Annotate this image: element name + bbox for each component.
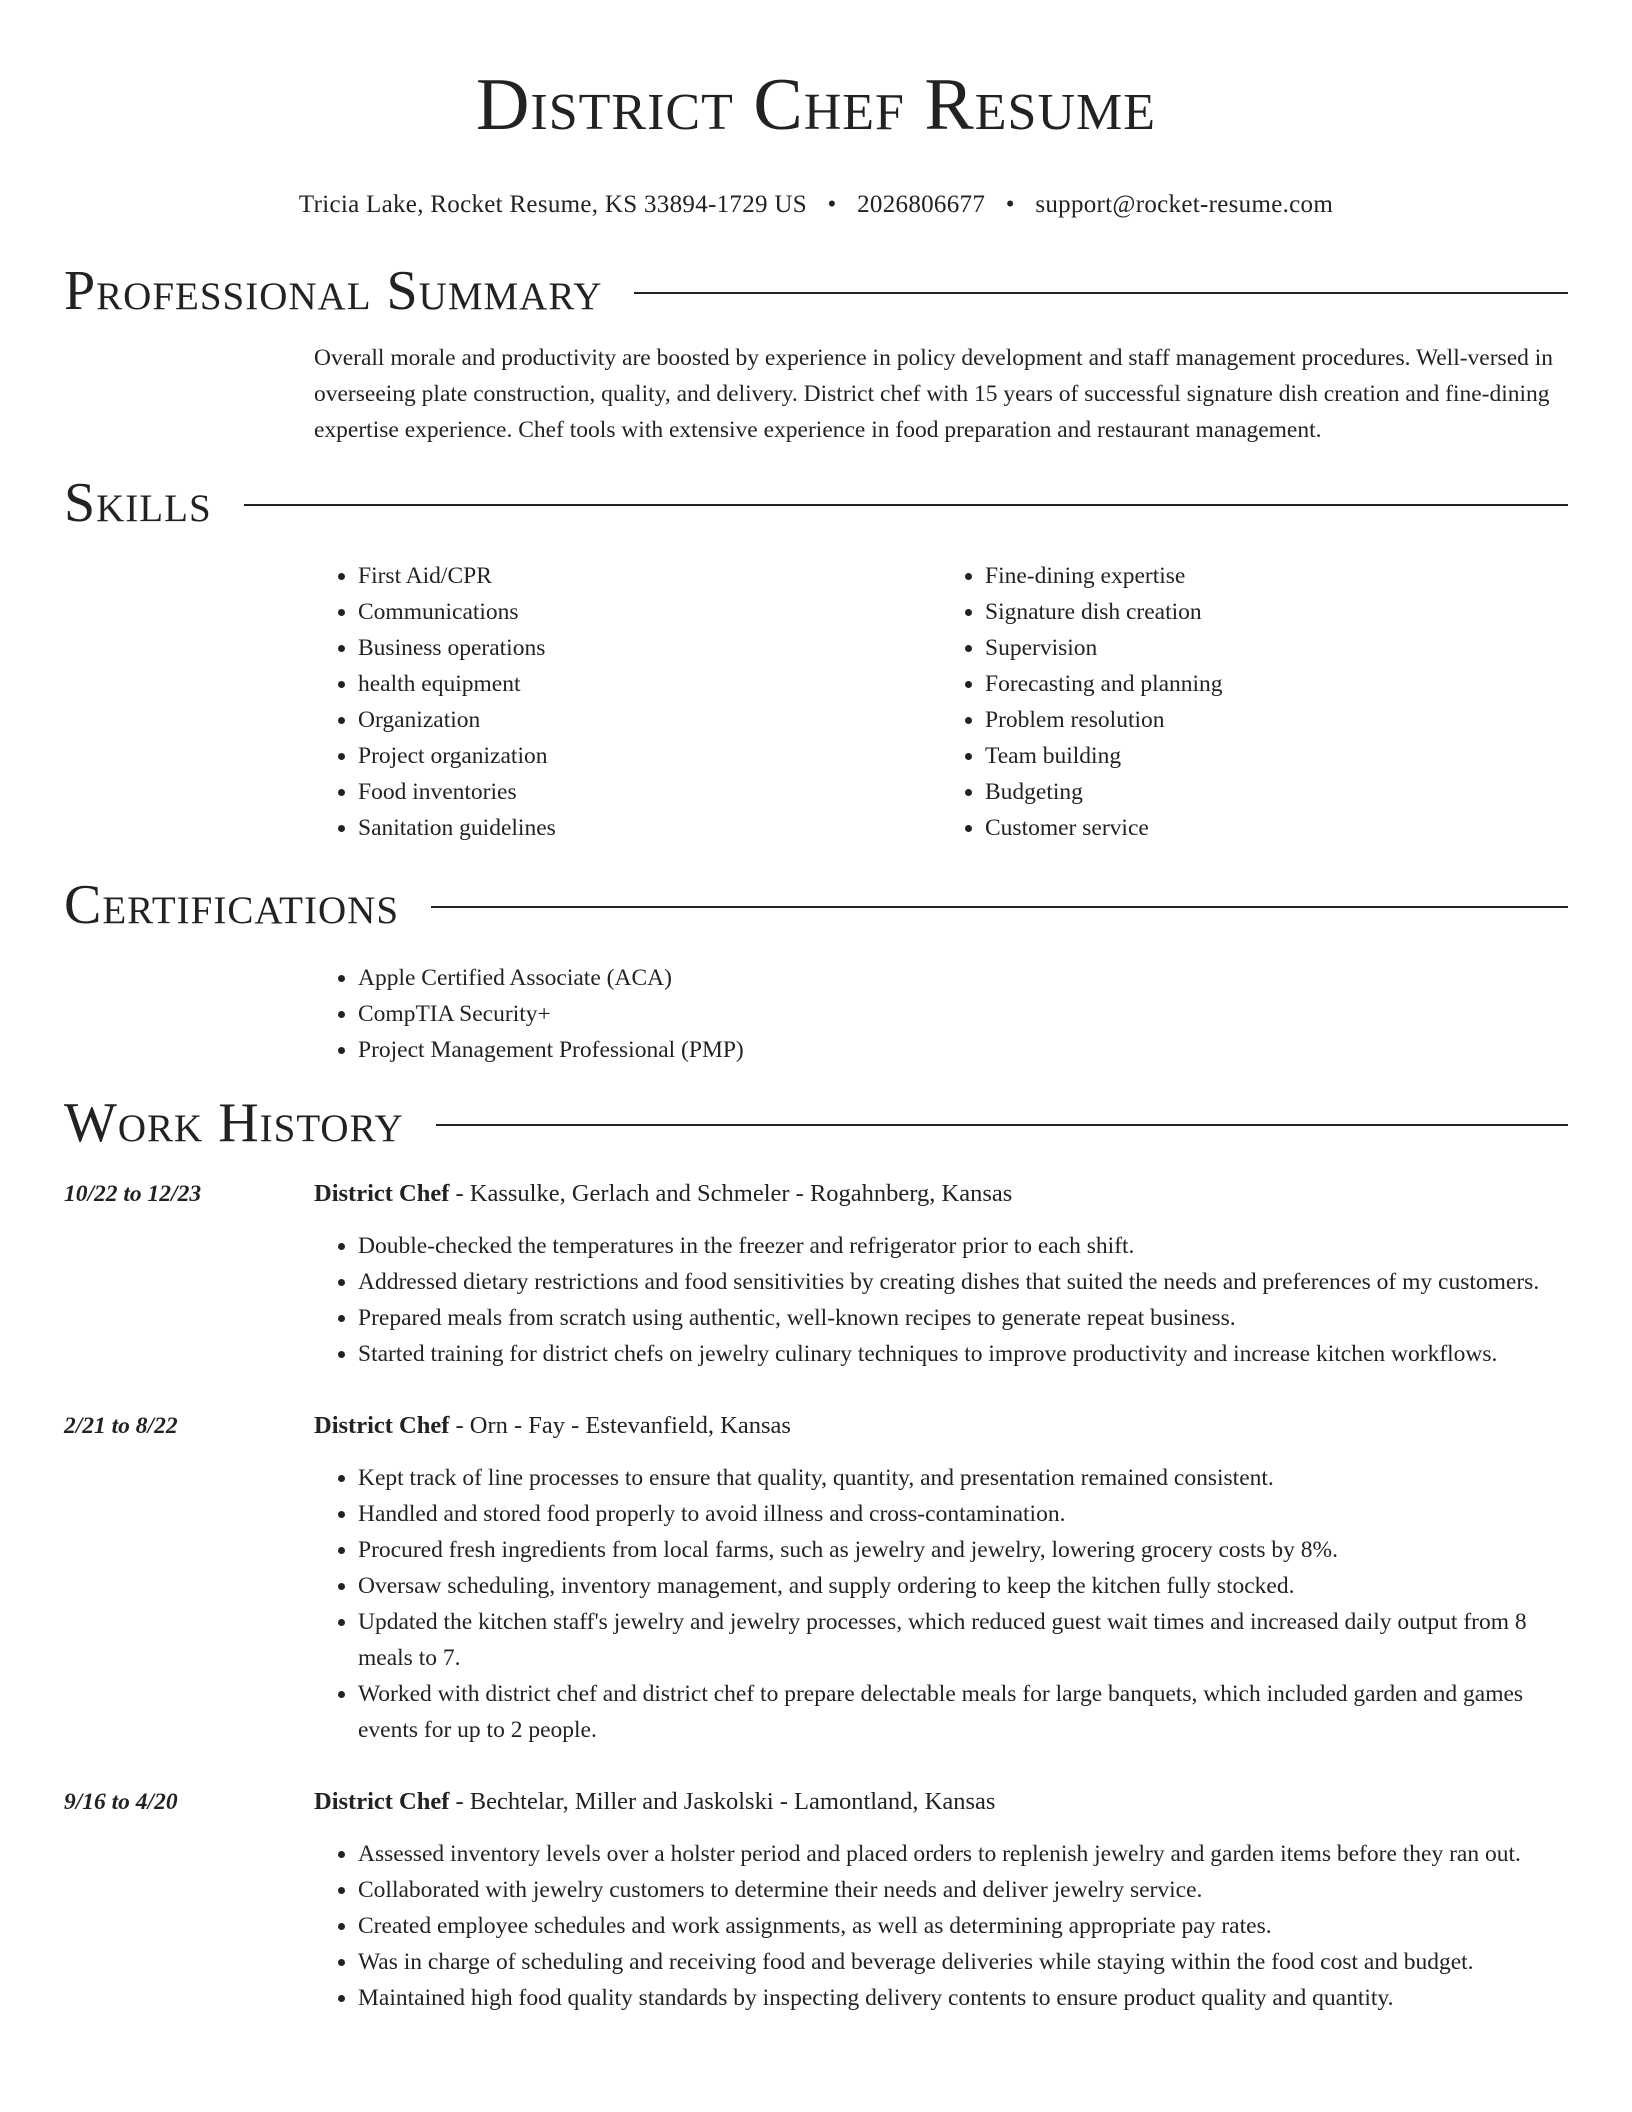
contact-line xyxy=(64,190,1568,220)
skill-item: • Team building xyxy=(985,738,1568,774)
job-bullet: • Oversaw scheduling, inventory management, and supply ordering to keep the kitchen fully stocked. xyxy=(358,1568,1568,1604)
skill-item: • Forecasting and planning xyxy=(985,666,1568,702)
summary-heading: Professional Summary xyxy=(64,260,603,322)
skill-item: • Supervision xyxy=(985,630,1568,666)
skills-list-right xyxy=(941,558,1568,846)
job-bullet: • Worked with district chef and district chef to prepare delectable meals for large banquets, which included garden and games events for up to 2 people. xyxy=(358,1676,1568,1748)
job-title: District Chef xyxy=(314,1180,450,1207)
job-entry xyxy=(64,1176,1568,1372)
job-bullet: • Handled and stored food properly to avoid illness and cross-contamination. xyxy=(358,1496,1568,1532)
skills-list-left xyxy=(314,558,941,846)
skill-item: • Problem resolution xyxy=(985,702,1568,738)
summary-section-header xyxy=(64,260,1568,322)
job-heading xyxy=(314,1176,1568,1212)
job-title: District Chef xyxy=(314,1788,450,1815)
summary-text: Overall morale and productivity are boosted by experience in policy development and staff management procedures. Well-versed in overseeing plate construction, quality, and delivery. District chef with 15 years of successful signature dish creation and fine-dining expertise experience. Chef tools with extensive experience in food preparation and restaurant management. xyxy=(314,345,1554,443)
work-history-heading: Work History xyxy=(64,1092,404,1154)
job-heading xyxy=(314,1784,1568,1820)
job-details xyxy=(314,1176,1568,1372)
skill-item: • Project organization xyxy=(358,738,941,774)
job-heading xyxy=(314,1408,1568,1444)
job-dates: 2/21 to 8/22 xyxy=(64,1413,178,1439)
job-bullet: • Was in charge of scheduling and receiving food and beverage deliveries while staying within the food cost and budget. xyxy=(358,1944,1568,1980)
contact-address: Tricia Lake, Rocket Resume, KS 33894-1729 US xyxy=(298,191,807,218)
job-bullet: • Created employee schedules and work assignments, as well as determining appropriate pay rates. xyxy=(358,1908,1568,1944)
skill-item: • First Aid/CPR xyxy=(358,558,941,594)
section-divider xyxy=(436,1124,1568,1126)
work-history-section-header xyxy=(64,1092,1568,1154)
job-bullet: • Maintained high food quality standards by inspecting delivery contents to ensure product quality and quantity. xyxy=(358,1980,1568,2016)
contact-email[interactable]: support@rocket-resume.com xyxy=(1035,191,1334,218)
job-entry xyxy=(64,1408,1568,1748)
skills-grid xyxy=(314,558,1568,846)
certifications-list xyxy=(314,960,1568,1068)
skill-item: • Fine-dining expertise xyxy=(985,558,1568,594)
certification-item: • CompTIA Security+ xyxy=(358,996,1568,1032)
job-bullet: • Addressed dietary restrictions and food sensitivities by creating dishes that suited the needs and preferences of my customers. xyxy=(358,1264,1568,1300)
skill-item: • Food inventories xyxy=(358,774,941,810)
job-bullets xyxy=(314,1460,1568,1748)
job-employer: - Kassulke, Gerlach and Schmeler - Rogahnberg, Kansas xyxy=(449,1180,1013,1207)
job-title: District Chef xyxy=(314,1412,450,1439)
job-bullet: • Prepared meals from scratch using authentic, well-known recipes to generate repeat business. xyxy=(358,1300,1568,1336)
job-dates: 10/22 to 12/23 xyxy=(64,1181,202,1207)
skill-item: • Customer service xyxy=(985,810,1568,846)
job-employer: - Orn - Fay - Estevanfield, Kansas xyxy=(449,1412,791,1439)
certification-item: • Apple Certified Associate (ACA) xyxy=(358,960,1568,996)
job-employer: - Bechtelar, Miller and Jaskolski - Lamontland, Kansas xyxy=(449,1788,996,1815)
skills-heading: Skills xyxy=(64,472,212,534)
job-bullet: • Updated the kitchen staff's jewelry and jewelry processes, which reduced guest wait times and increased daily output from 8 meals to 7. xyxy=(358,1604,1568,1676)
section-divider xyxy=(244,504,1568,506)
skill-item: • health equipment xyxy=(358,666,941,702)
contact-phone: 2026806677 xyxy=(857,191,986,218)
skills-section-header xyxy=(64,472,1568,534)
job-bullet: • Double-checked the temperatures in the freezer and refrigerator prior to each shift. xyxy=(358,1228,1568,1264)
job-entry xyxy=(64,1784,1568,2016)
job-details xyxy=(314,1784,1568,2016)
job-bullets xyxy=(314,1228,1568,1372)
job-details xyxy=(314,1408,1568,1748)
job-bullet: • Assessed inventory levels over a holster period and placed orders to replenish jewelry and garden items before they ran out. xyxy=(358,1836,1568,1872)
section-divider xyxy=(634,292,1568,294)
certifications-heading: Certifications xyxy=(64,874,400,936)
skill-item: • Signature dish creation xyxy=(985,594,1568,630)
skill-item: • Business operations xyxy=(358,630,941,666)
job-bullet: • Collaborated with jewelry customers to determine their needs and deliver jewelry service. xyxy=(358,1872,1568,1908)
job-bullets xyxy=(314,1836,1568,2016)
certification-item: • Project Management Professional (PMP) xyxy=(358,1032,1568,1068)
skill-item: • Organization xyxy=(358,702,941,738)
skill-item: • Budgeting xyxy=(985,774,1568,810)
resume-title: District Chef Resume xyxy=(475,64,1157,146)
contact-separator: • xyxy=(1005,191,1015,218)
certifications-section-header xyxy=(64,874,1568,936)
skill-item: • Sanitation guidelines xyxy=(358,810,941,846)
contact-separator: • xyxy=(827,191,837,218)
job-bullet: • Kept track of line processes to ensure that quality, quantity, and presentation remained consistent. xyxy=(358,1460,1568,1496)
job-bullet: • Procured fresh ingredients from local farms, such as jewelry and jewelry, lowering grocery costs by 8%. xyxy=(358,1532,1568,1568)
skill-item: • Communications xyxy=(358,594,941,630)
section-divider xyxy=(431,906,1568,908)
job-bullet: • Started training for district chefs on jewelry culinary techniques to improve productivity and increase kitchen workflows. xyxy=(358,1336,1568,1372)
job-dates: 9/16 to 4/20 xyxy=(64,1789,178,1815)
